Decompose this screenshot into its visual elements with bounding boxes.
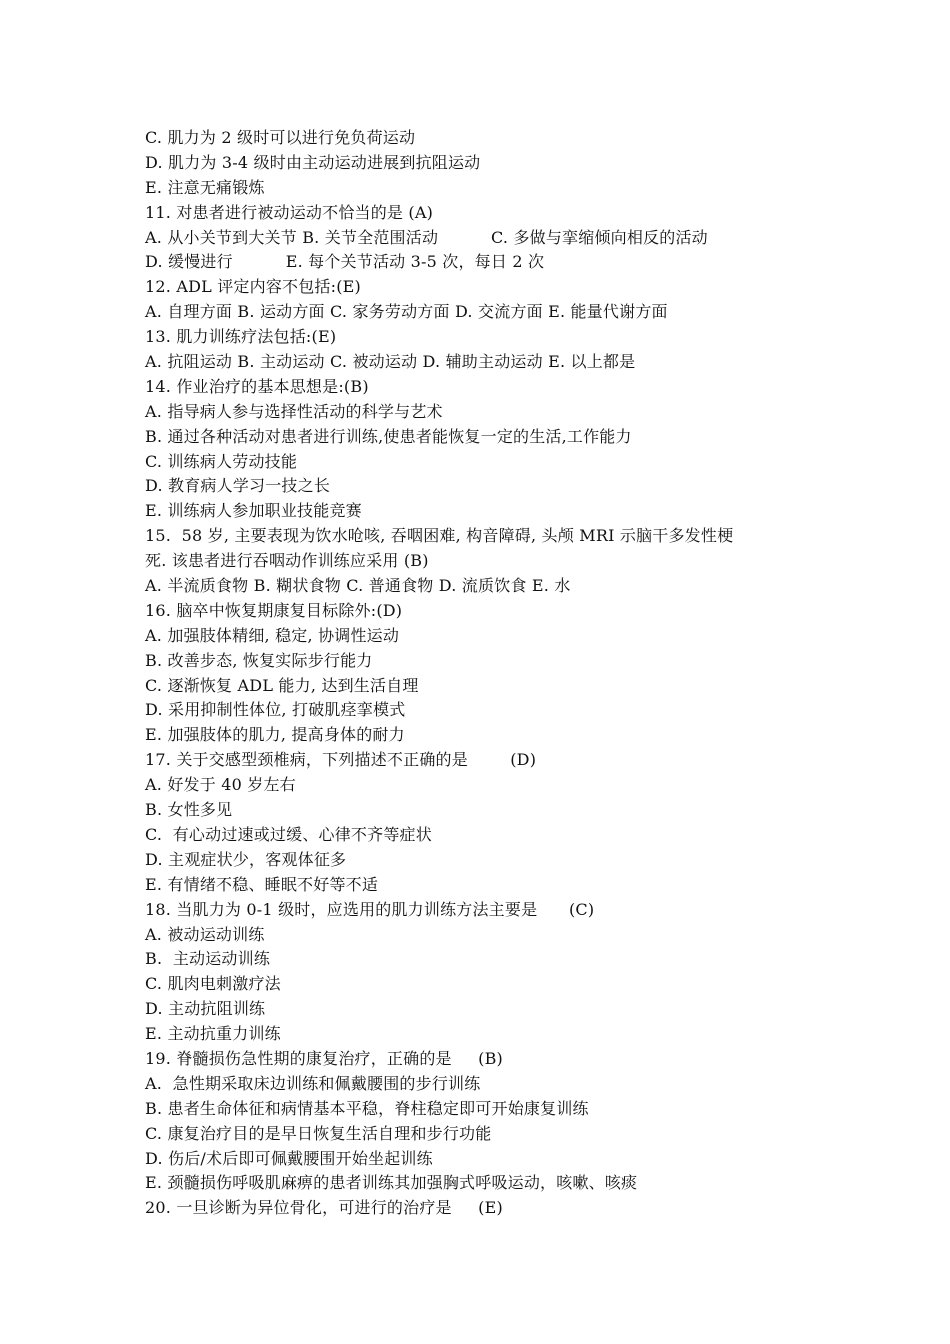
text-line: E. 注意无痛锻炼	[145, 177, 265, 197]
text-line: D. 伤后/术后即可佩戴腰围开始坐起训练	[145, 1148, 433, 1168]
text-line: A. 自理方面 B. 运动方面 C. 家务劳动方面 D. 交流方面 E. 能量代谢方面	[145, 302, 668, 322]
text-line: E. 训练病人参加职业技能竞赛	[145, 501, 362, 521]
text-line: C. 康复治疗目的是早日恢复生活自理和步行功能	[145, 1123, 492, 1143]
text-line: A. 从小关节到大关节 B. 关节全范围活动 C. 多做与挛缩倾向相反的活动	[145, 227, 708, 247]
text-line: E. 加强肢体的肌力, 提高身体的耐力	[145, 725, 405, 745]
text-line: E. 颈髓损伤呼吸肌麻痹的患者训练其加强胸式呼吸运动，咳嗽、咳痰	[145, 1173, 638, 1193]
text-line: A. 半流质食物 B. 糊状食物 C. 普通食物 D. 流质饮食 E. 水	[145, 576, 571, 596]
text-line: C. 逐渐恢复 ADL 能力, 达到生活自理	[145, 675, 419, 695]
text-line: D. 肌力为 3-4 级时由主动运动进展到抗阻运动	[145, 152, 481, 172]
text-line: A. 加强肢体精细, 稳定, 协调性运动	[145, 625, 400, 645]
text-line: C. 训练病人劳动技能	[145, 451, 298, 471]
text-line: D. 主动抗阻训练	[145, 999, 266, 1019]
text-line: 死. 该患者进行吞咽动作训练应采用 (B)	[145, 551, 429, 571]
text-line: B. 女性多见	[145, 800, 233, 820]
text-line: D. 采用抑制性体位, 打破肌痉挛模式	[145, 700, 406, 720]
text-line: A. 好发于 40 岁左右	[145, 775, 296, 795]
question-line: 13. 肌力训练疗法包括:(E)	[145, 327, 337, 347]
question-line: 20. 一旦诊断为异位骨化，可进行的治疗是 (E)	[145, 1198, 503, 1218]
text-line: A. 急性期采取床边训练和佩戴腰围的步行训练	[145, 1073, 481, 1093]
text-line: E. 有情绪不稳、睡眠不好等不适	[145, 874, 379, 894]
text-line: A. 被动运动训练	[145, 924, 265, 944]
text-line: B. 患者生命体征和病情基本平稳，脊柱稳定即可开始康复训练	[145, 1098, 589, 1118]
question-line: 11. 对患者进行被动运动不恰当的是 (A)	[145, 202, 434, 222]
question-line: 19. 脊髓损伤急性期的康复治疗，正确的是 (B)	[145, 1048, 504, 1068]
text-line: C. 肌力为 2 级时可以进行免负荷运动	[145, 128, 416, 147]
question-line: 15. 58 岁, 主要表现为饮水呛咳, 吞咽困难, 构音障碍, 头颅 MRI 示脑干多发性梗	[145, 526, 734, 546]
document-body	[145, 126, 825, 1221]
text-line: A. 指导病人参与选择性活动的科学与艺术	[145, 401, 443, 421]
question-line: 12. ADL 评定内容不包括:(E)	[145, 277, 361, 297]
question-line: 17. 关于交感型颈椎病，下列描述不正确的是 (D)	[145, 750, 537, 770]
text-line: A. 抗阻运动 B. 主动运动 C. 被动运动 D. 辅助主动运动 E. 以上都是	[145, 352, 636, 372]
text-line: D. 主观症状少，客观体征多	[145, 849, 347, 869]
text-line: D. 缓慢进行 E. 每个关节活动 3-5 次，每日 2 次	[145, 252, 545, 272]
text-line: C. 肌肉电刺激疗法	[145, 974, 281, 994]
text-line: D. 教育病人学习一技之长	[145, 476, 331, 496]
text-line: C. 有心动过速或过缓、心律不齐等症状	[145, 824, 432, 844]
text-line: B. 改善步态, 恢复实际步行能力	[145, 650, 373, 670]
text-line: E. 主动抗重力训练	[145, 1024, 281, 1044]
text-line: B. 主动运动训练	[145, 949, 271, 969]
question-line: 14. 作业治疗的基本思想是:(B)	[145, 376, 369, 396]
text-line: B. 通过各种活动对患者进行训练,使患者能恢复一定的生活,工作能力	[145, 426, 632, 446]
question-line: 18. 当肌力为 0-1 级时，应选用的肌力训练方法主要是 (C)	[145, 899, 595, 919]
question-line: 16. 脑卒中恢复期康复目标除外:(D)	[145, 600, 403, 620]
